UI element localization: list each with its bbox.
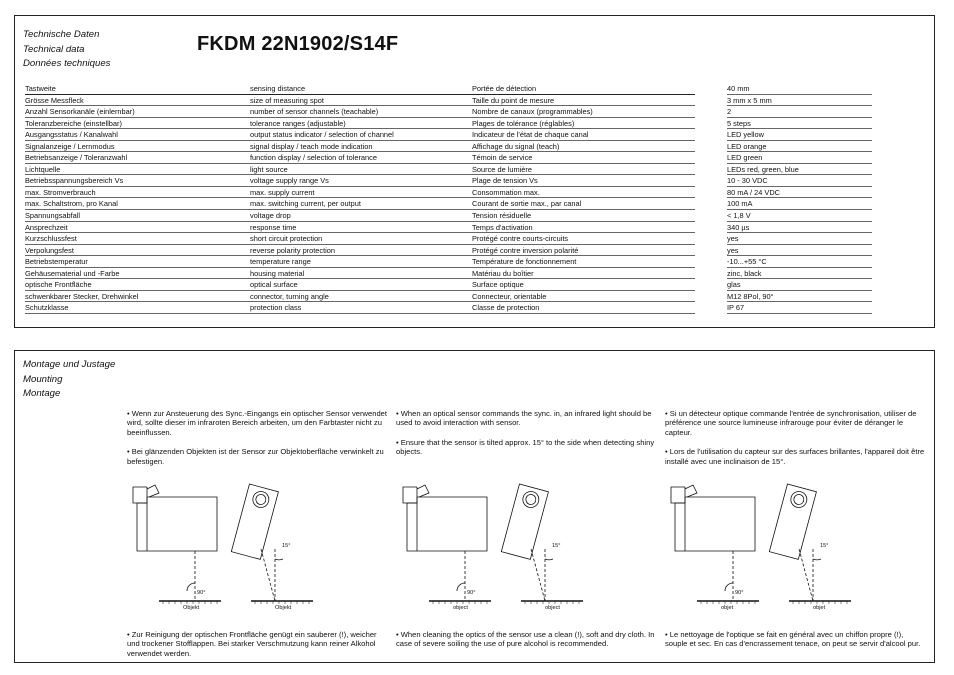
spec-label-de: Toleranzbereiche (einstellbar) [25,118,122,128]
spec-label-en: sensing distance [250,84,306,93]
spec-label-de: Betriebstemperatur [25,257,88,267]
sensor-body-left [137,497,217,551]
spec-label-fr: Portée de détection [472,84,537,93]
spec-label-fr: Matériau du boîtier [472,268,534,278]
spec-label-de: Ausgangsstatus / Kanalwahl [25,130,118,140]
spec-label-fr: Affichage du signal (teach) [472,141,560,151]
spec-label-en: connector, turning angle [250,291,329,301]
bullet-cleaning-text: • Le nettoyage de l'optique se fait en général avec un chiffon propre (!), souple et sec. En cas d'encrassement tenace, on peut se servir d'alcool pur. [665,630,921,649]
object-label-right: Objekt [275,605,292,611]
spec-row [25,164,695,176]
spec-row [25,106,695,118]
bullet-shiny-objects: • Ensure that the sensor is tilted approx. 15° to the side when detecting shiny objects. [396,437,655,457]
spec-label-fr: Temps d'activation [472,222,533,232]
spec-value: 2 [727,106,872,118]
spec-row [25,95,695,107]
spec-label-en: reverse polarity protection [250,245,336,255]
product-title: FKDM 22N1902/S14F [197,33,399,55]
angle-90-label: 90° [467,590,476,596]
spec-label-fr: Taille du point de mesure [472,95,555,105]
spec-table [25,83,695,314]
spec-row [25,222,695,234]
spec-label-fr: Plages de tolérance (réglables) [472,118,575,128]
spec-row [25,233,695,245]
spec-row [25,83,695,95]
bullet-sync-input: • Wenn zur Ansteuerung des Sync.-Eingangs ein optischer Sensor verwendet wird, sollte dieser im infraroten Bereich arbeiten, um den Farbtaster nicht zu beeinflussen. [127,409,388,437]
spec-label-de: Grösse Messfleck [25,95,84,105]
spec-value: LED orange [727,141,872,153]
spec-value: -10...+55 °C [727,256,872,268]
mounting-text-column [396,409,658,457]
mounting-heading-de: Montage und Justage [23,359,116,370]
spec-label-fr: Protégé contre inversion polarité [472,245,579,255]
spec-label-fr: Témoin de service [472,153,533,163]
spec-label-de: Gehäusematerial und -Farbe [25,268,120,278]
spec-row [25,129,695,141]
spec-row [25,245,695,257]
spec-label-de: max. Schaltstrom, pro Kanal [25,199,118,209]
mounting-text-column [127,409,389,466]
angle-90-label: 90° [197,590,206,596]
object-label-left: Objekt [183,605,200,611]
spec-label-de: Verpolungsfest [25,245,74,255]
mounting-diagram [663,479,925,614]
spec-label-de: Signalanzeige / Lernmodus [25,141,115,151]
spec-label-fr: Tension résiduelle [472,211,532,221]
bullet-shiny-objects: • Lors de l'utilisation du capteur sur des surfaces brillantes, l'appareil doit être installé avec une inclinaison de 15°. [665,447,925,466]
spec-value: 40 mm [727,83,872,95]
spec-label-de: optische Frontfläche [25,280,92,290]
sensor-body-right [501,484,548,559]
spec-value: 5 steps [727,118,872,130]
spec-label-de: Schutzklasse [25,303,69,313]
heading-en: Technical data [23,43,85,55]
spec-label-de: schwenkbarer Stecker, Drehwinkel [25,291,139,301]
spec-label-fr: Courant de sortie max., par canal [472,199,582,209]
spec-row [25,256,695,268]
spec-value: 80 mA / 24 VDC [727,187,872,199]
spec-label-de: Kurzschlussfest [25,234,77,244]
spec-row [25,141,695,153]
spec-value: LED green [727,152,872,164]
spec-label-fr: Plage de tension Vs [472,176,538,186]
spec-value: LED yellow [727,129,872,141]
sensor-body-left [675,497,755,551]
spec-value: 3 mm x 5 mm [727,95,872,107]
angle-15-label: 15° [282,543,291,549]
spec-label-en: tolerance ranges (adjustable) [250,118,346,128]
spec-label-en: optical surface [250,280,298,290]
sensor-body-right [231,484,278,559]
spec-row [25,175,695,187]
spec-label-fr: Consommation max. [472,187,540,197]
spec-value: 340 µs [727,222,872,234]
heading-de: Technische Daten [23,29,100,40]
mounting-diagram-svg [395,479,595,614]
bullet-cleaning [127,630,389,658]
spec-value: glas [727,279,872,291]
bullet-shiny-objects: • Bei glänzenden Objekten ist der Sensor zur Objektoberfläche verwinkelt zu befestigen. [127,447,384,466]
mounting-heading-en: Mounting [23,373,63,385]
spec-label-en: voltage supply range Vs [250,176,329,186]
spec-row [25,268,695,280]
connector-shape [671,487,685,503]
spec-value: zinc, black [727,268,872,280]
spec-value: yes [727,233,872,245]
spec-label-en: short circuit protection [250,234,323,244]
bullet-cleaning-text: • Zur Reinigung der optischen Frontfläche genügt ein sauberer (!), weicher und trockener Stofflappen. Bei starker Verschmutzung kann reiner Alkohol verwendet werden. [127,630,377,658]
mounting-heading [23,358,115,402]
technical-data-heading [23,28,110,72]
spec-label-de: Spannungsabfall [25,211,81,221]
technical-data-panel [14,15,935,328]
mounting-diagram [395,479,657,614]
spec-label-en: housing material [250,268,305,278]
mounting-diagram-svg [125,479,325,614]
spec-label-fr: Surface optique [472,280,524,290]
object-label-right: objet [813,605,826,611]
spec-row [25,291,695,303]
sensor-body-right [769,484,816,559]
spec-label-fr: Classe de protection [472,303,540,313]
spec-label-fr: Source de lumière [472,164,532,174]
spec-label-de: Anzahl Sensorkanäle (einlernbar) [25,107,135,117]
spec-value: < 1,8 V [727,210,872,222]
mounting-diagram [125,479,387,614]
spec-label-en: voltage drop [250,211,291,221]
connector-plug [417,485,429,497]
bullet-cleaning-text: • When cleaning the optics of the sensor use a clean (!), soft and dry cloth. In case of severe soiling the use of pure alcohol is recommended. [396,630,655,649]
spec-label-en: function display / selection of tolerance [250,153,377,163]
spec-label-fr: Connecteur, orientable [472,291,547,301]
spec-label-de: Lichtquelle [25,164,61,174]
object-label-right: object [545,605,560,611]
bullet-cleaning [665,630,927,649]
spec-value: 10 - 30 VDC [727,175,872,187]
spec-row [25,302,695,314]
spec-value: M12 8Pol, 90° [727,291,872,303]
spec-label-en: output status indicator / selection of channel [250,130,394,140]
spec-label-de: max. Stromverbrauch [25,187,96,197]
spec-row [25,187,695,199]
spec-row [25,210,695,222]
connector-shape [403,487,417,503]
spec-value: yes [727,245,872,257]
mounting-text-column [665,409,927,466]
spec-label-fr: Température de fonctionnement [472,257,577,267]
spec-label-en: number of sensor channels (teachable) [250,107,379,117]
spec-label-en: max. switching current, per output [250,199,361,209]
spec-label-fr: Protégé contre courts-circuits [472,234,569,244]
angle-90-label: 90° [735,590,744,596]
spec-label-de: Ansprechzeit [25,222,68,232]
spec-label-en: max. supply current [250,187,315,197]
heading-fr: Données techniques [23,58,111,69]
mounting-panel [14,350,935,663]
spec-label-en: signal display / teach mode indication [250,141,373,151]
spec-value: LEDs red, green, blue [727,164,872,176]
angle-15-label: 15° [820,543,829,549]
sensor-body-left [407,497,487,551]
spec-label-fr: Indicateur de l'état de chaque canal [472,130,589,140]
connector-plug [685,485,697,497]
bullet-cleaning [396,630,658,649]
spec-row [25,198,695,210]
mounting-heading-fr: Montage [23,388,61,399]
angle-15-label: 15° [552,543,561,549]
object-label-left: objet [721,605,734,611]
spec-value: 100 mA [727,198,872,210]
spec-label-en: light source [250,164,288,174]
spec-row [25,118,695,130]
spec-label-fr: Nombre de canaux (programmables) [472,107,593,117]
spec-label-en: temperature range [250,257,311,267]
spec-label-de: Betriebsspannungsbereich Vs [25,176,124,186]
spec-label-de: Tastweite [25,84,56,93]
spec-label-en: protection class [250,303,302,313]
spec-row [25,279,695,291]
spec-label-en: response time [250,222,297,232]
bullet-sync-input: • Si un détecteur optique commande l'entrée de synchronisation, utiliser de préférence une source lumineuse infrarouge pour éviter de déranger le capteur. [665,409,917,437]
spec-row [25,152,695,164]
object-label-left: object [453,605,468,611]
bullet-sync-input: • When an optical sensor commands the sync. in, an infrared light should be used to avoid interaction with sensor. [396,409,652,428]
mounting-diagram-svg [663,479,863,614]
spec-label-en: size of measuring spot [250,95,324,105]
spec-value: IP 67 [727,302,872,314]
connector-plug [147,485,159,497]
spec-values [727,83,872,314]
spec-label-de: Betriebsanzeige / Toleranzwahl [25,153,128,163]
connector-shape [133,487,147,503]
